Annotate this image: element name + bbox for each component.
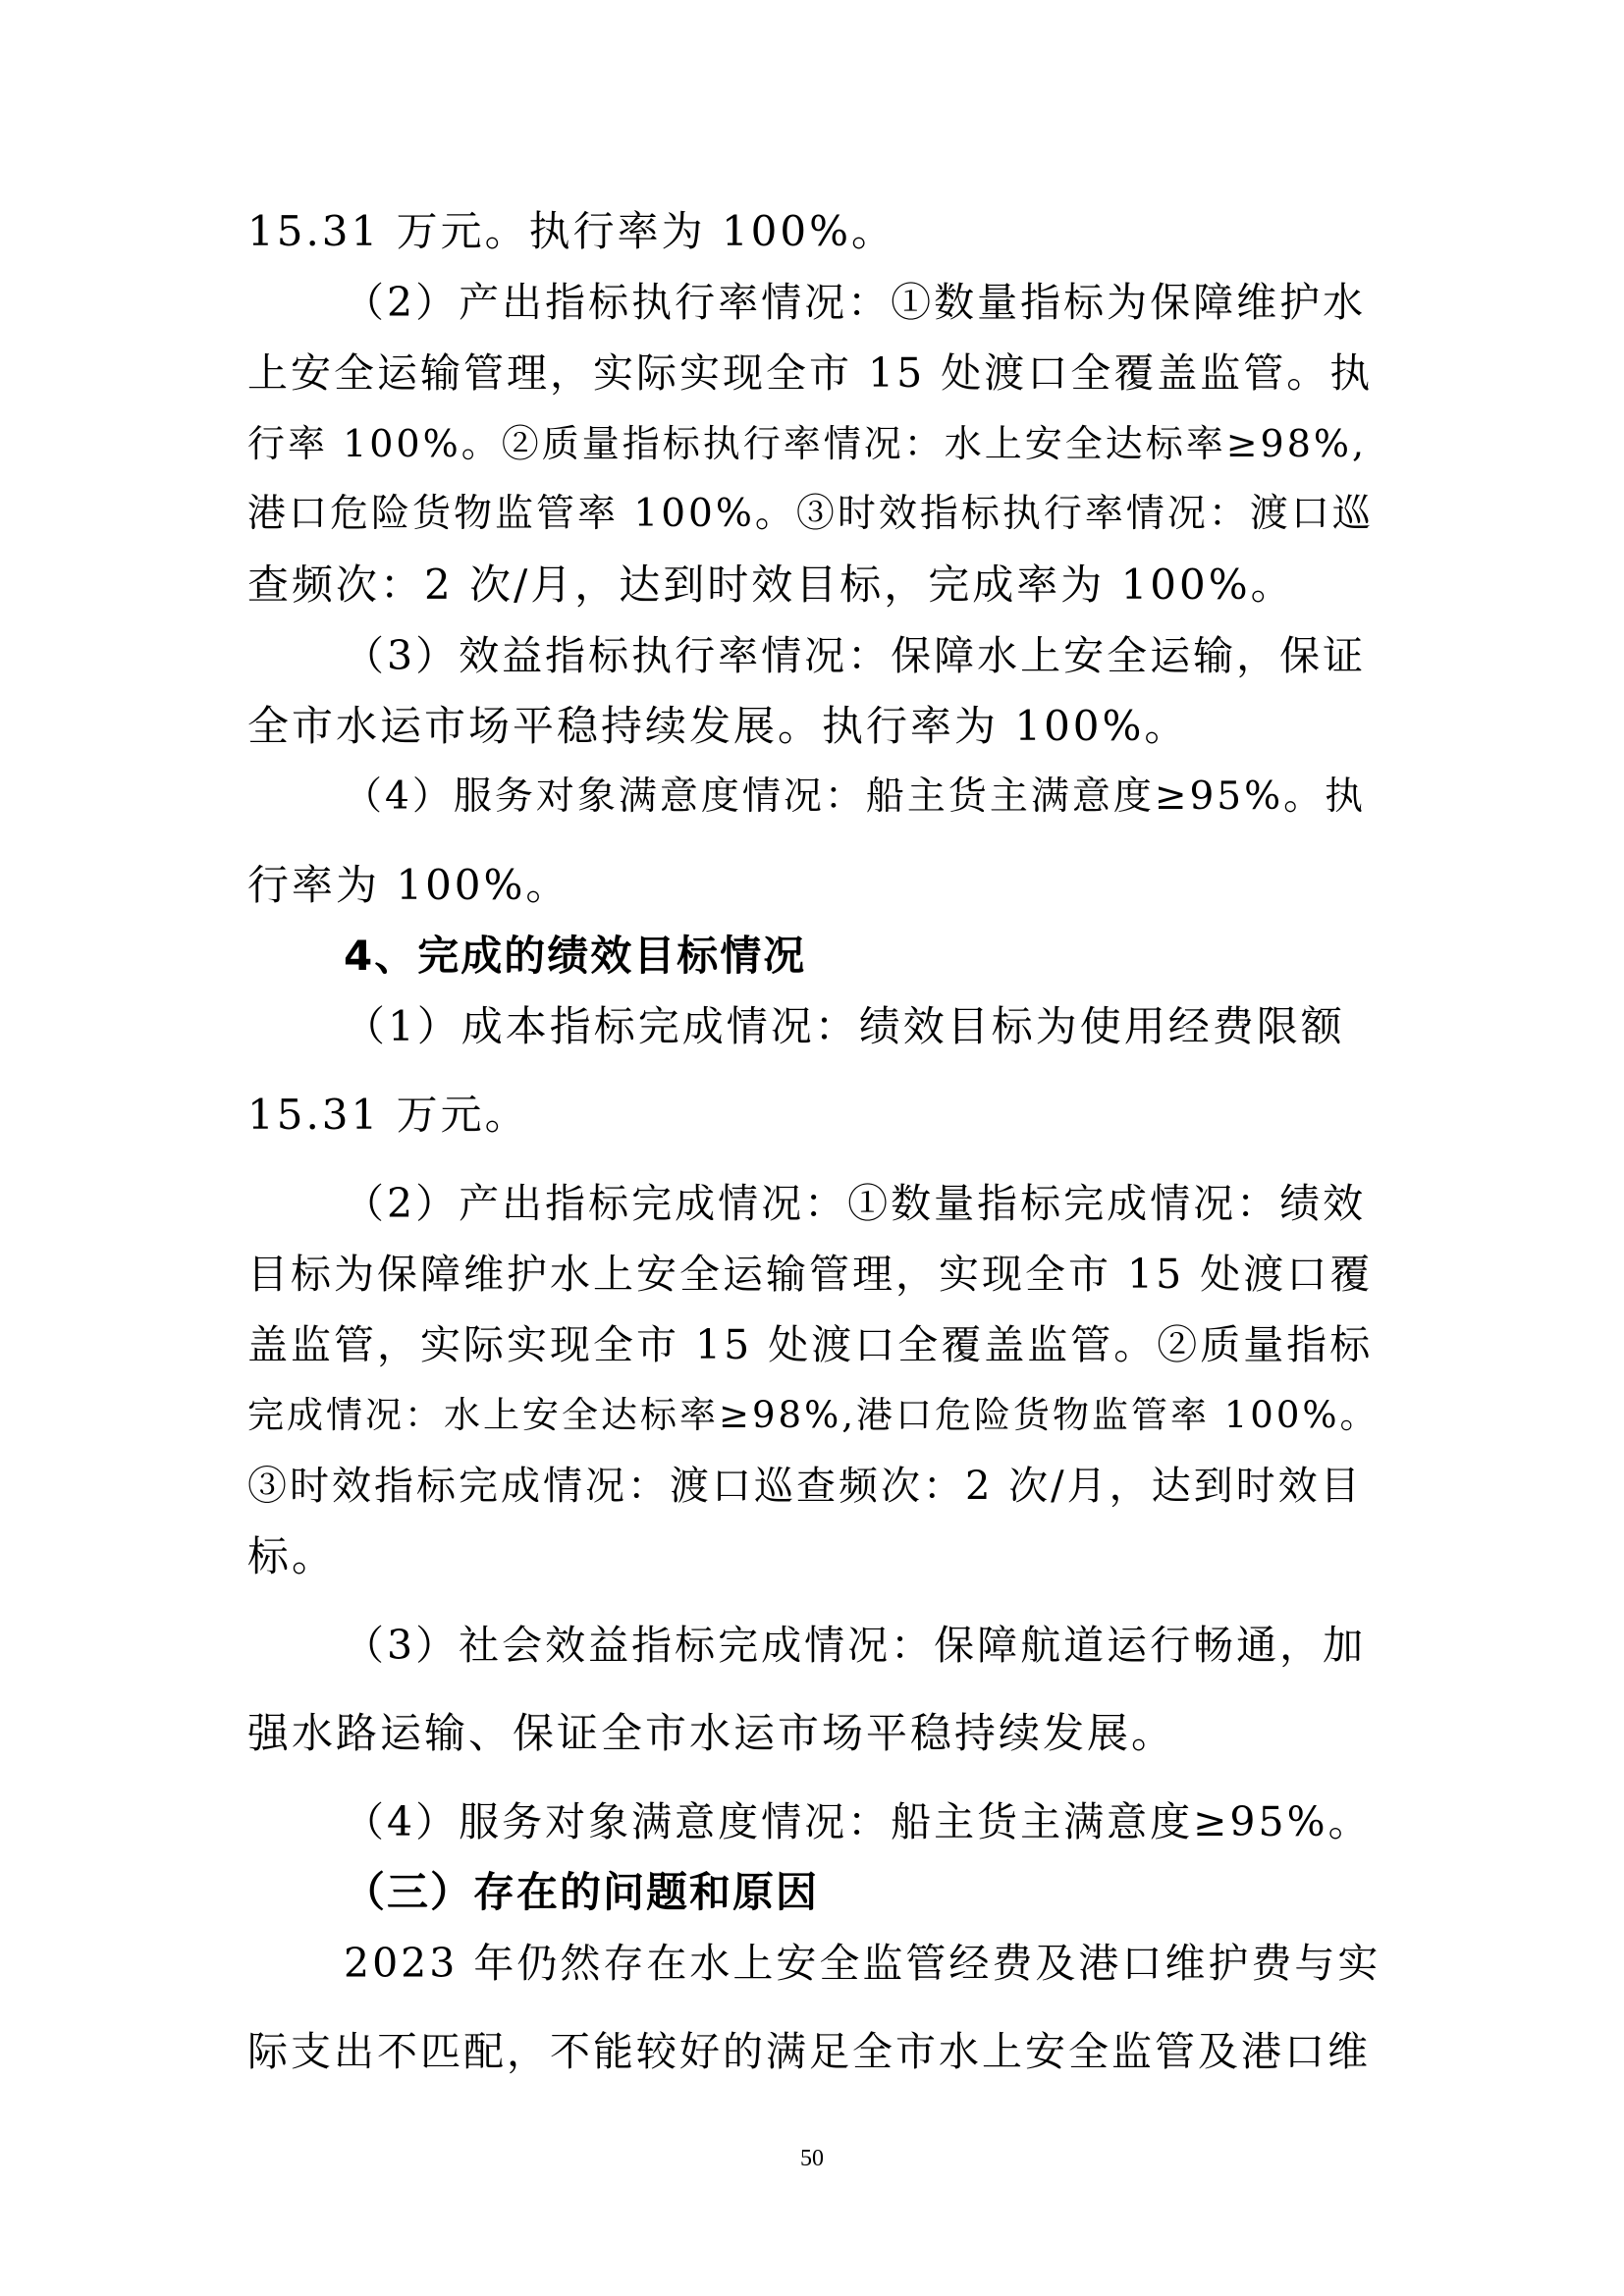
text-line: 盖监管，实际实现全市 15 处渡口全覆盖监管。②质量指标 <box>247 1321 1374 1368</box>
text-line: 上安全运输管理，实际实现全市 15 处渡口全覆盖监管。执 <box>247 349 1374 397</box>
paragraph-social-benefit-completion: （3）社会效益指标完成情况：保障航道运行畅通，加 <box>344 1622 1367 1669</box>
text-line: 完成情况：水上安全达标率≥98%,港口危险货物监管率 100%。 <box>247 1394 1380 1436</box>
text-line: 际支出不匹配，不能较好的满足全市水上安全监管及港口维 <box>247 2028 1371 2075</box>
paragraph-satisfaction-completion: （4）服务对象满意度情况：船主货主满意度≥95%。 <box>344 1798 1372 1845</box>
section-heading-performance-goals: 4、完成的绩效目标情况 <box>344 932 807 980</box>
paragraph-problems: 2023 年仍然存在水上安全监管经费及港口维护费与实 <box>344 1940 1381 1987</box>
text-line: 15.31 万元。 <box>247 1091 529 1139</box>
text-line: 港口危险货物监管率 100%。③时效指标执行率情况：渡口巡 <box>247 492 1374 536</box>
page-number: 50 <box>800 2146 824 2171</box>
text-line: 全市水运市场平稳持续发展。执行率为 100%。 <box>247 702 1189 750</box>
text-line: 标。 <box>247 1532 337 1580</box>
paragraph-cost-indicator-completion: （1）成本指标完成情况：绩效目标为使用经费限额 <box>344 1002 1345 1050</box>
text-line: 查频次：2 次/月，达到时效目标，完成率为 100%。 <box>247 561 1295 609</box>
section-heading-problems-causes: （三）存在的问题和原因 <box>344 1868 820 1916</box>
document-body <box>247 196 1382 2087</box>
text-line: ③时效指标完成情况：渡口巡查频次：2 次/月，达到时效目 <box>247 1464 1363 1509</box>
paragraph-benefit-indicator-execution: （3）效益指标执行率情况：保障水上安全运输，保证 <box>344 632 1367 679</box>
text-line: 行率为 100%。 <box>247 861 570 909</box>
paragraph-satisfaction-execution: （4）服务对象满意度情况：船主货主满意度≥95%。执 <box>344 774 1367 819</box>
text-line: 强水路运输、保证全市水运市场平稳持续发展。 <box>247 1709 1176 1757</box>
paragraph-output-indicator-completion: （2）产出指标完成情况：①数量指标完成情况：绩效 <box>344 1180 1367 1227</box>
text-line: 15.31 万元。执行率为 100%。 <box>247 207 896 255</box>
paragraph-output-indicator-execution: （2）产出指标执行率情况：①数量指标为保障维护水 <box>344 279 1367 326</box>
text-line: 目标为保障维护水上安全运输管理，实现全市 15 处渡口覆 <box>247 1251 1374 1298</box>
text-line: 行率 100%。②质量指标执行率情况：水上安全达标率≥98%, <box>247 422 1368 465</box>
